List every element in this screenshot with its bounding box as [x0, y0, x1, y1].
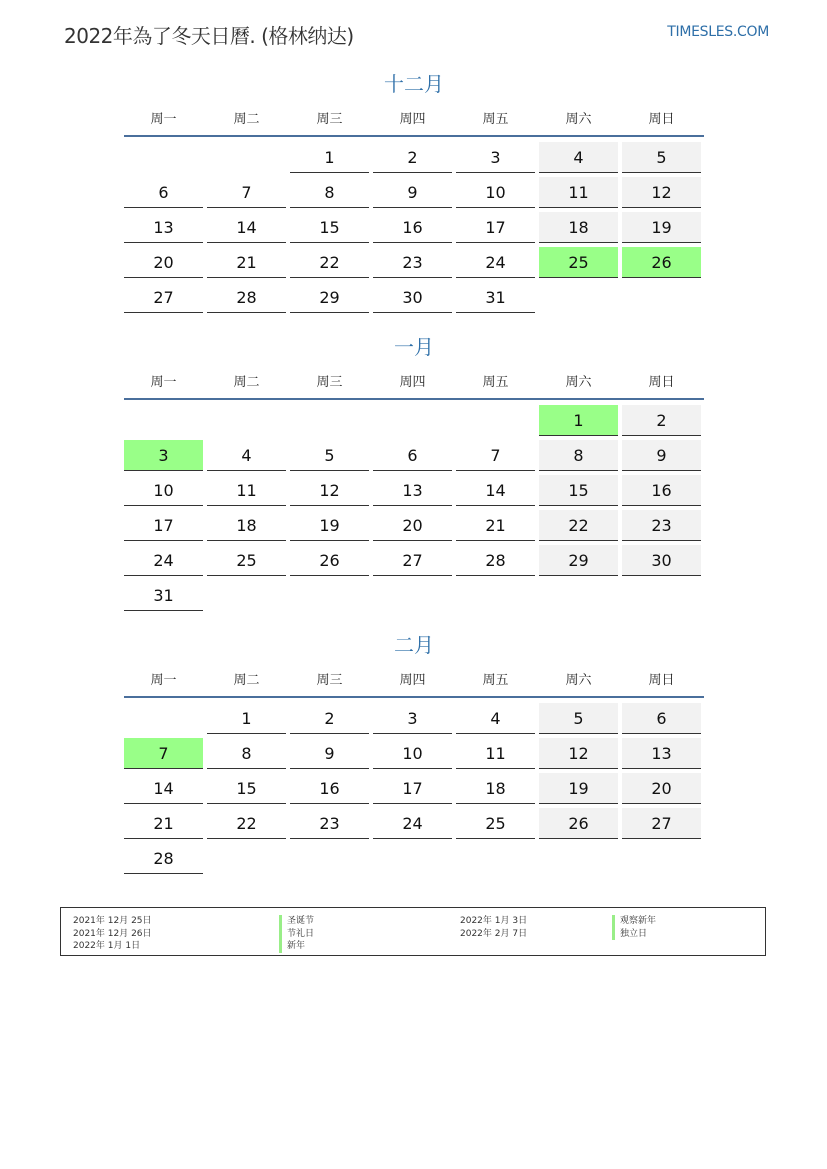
- legend-names-right: [612, 915, 656, 940]
- legend-holiday-name: 新年: [279, 940, 314, 953]
- day-cell: 9: [373, 177, 452, 208]
- legend-holiday-name: 观察新年: [612, 915, 656, 928]
- legend-dates-left: [73, 915, 152, 953]
- weekday-label: 周一: [150, 672, 177, 688]
- weekday-label: 周四: [399, 374, 426, 390]
- day-cell: 8: [290, 177, 369, 208]
- weekday-label: 周二: [233, 374, 260, 390]
- day-cell: 3: [373, 703, 452, 734]
- day-cell: 1: [290, 142, 369, 173]
- empty-cell: [124, 703, 203, 734]
- calendar-months: [124, 70, 704, 894]
- legend-date: 2022年 1月 1日: [73, 941, 141, 951]
- day-cell: 6: [124, 177, 203, 208]
- weekday-label: 周三: [316, 374, 343, 390]
- day-cell: 6: [373, 440, 452, 471]
- day-cell: 28: [456, 545, 535, 576]
- day-cell: 21: [124, 808, 203, 839]
- day-cell: 5: [539, 703, 618, 734]
- weekday-label: 周一: [150, 374, 177, 390]
- day-cell: 25: [207, 545, 286, 576]
- day-cell: 16: [290, 773, 369, 804]
- day-cell: 7: [124, 738, 203, 769]
- weekday-label: 周二: [233, 672, 260, 688]
- weekday-label: 周日: [648, 111, 675, 127]
- day-cell: 2: [290, 703, 369, 734]
- day-cell: 10: [124, 475, 203, 506]
- day-cell: 30: [622, 545, 701, 576]
- empty-cell: [290, 405, 369, 436]
- day-cell: 15: [539, 475, 618, 506]
- day-cell: 21: [456, 510, 535, 541]
- day-cell: 4: [539, 142, 618, 173]
- header-divider: [124, 135, 704, 137]
- day-cell: 13: [124, 212, 203, 243]
- day-cell: 24: [456, 247, 535, 278]
- weekday-label: 周四: [399, 672, 426, 688]
- month-block: [124, 631, 704, 874]
- month-title: 十二月: [384, 72, 444, 96]
- day-cell: 3: [456, 142, 535, 173]
- day-cell: 1: [207, 703, 286, 734]
- header-divider: [124, 398, 704, 400]
- empty-cell: [124, 142, 203, 173]
- weekday-label: 周五: [482, 374, 509, 390]
- day-cell: 12: [539, 738, 618, 769]
- weekday-header: [124, 104, 704, 130]
- day-grid: [124, 703, 704, 874]
- weekday-label: 周日: [648, 374, 675, 390]
- empty-cell: [373, 405, 452, 436]
- day-cell: 30: [373, 282, 452, 313]
- day-cell: 4: [456, 703, 535, 734]
- empty-cell: [207, 405, 286, 436]
- month-block: [124, 70, 704, 313]
- day-cell: 18: [456, 773, 535, 804]
- day-cell: 15: [207, 773, 286, 804]
- day-cell: 14: [456, 475, 535, 506]
- day-cell: 11: [207, 475, 286, 506]
- day-cell: 7: [207, 177, 286, 208]
- weekday-label: 周三: [316, 672, 343, 688]
- legend-holiday-name: 独立日: [612, 928, 656, 941]
- day-cell: 29: [539, 545, 618, 576]
- day-cell: 21: [207, 247, 286, 278]
- day-cell: 13: [622, 738, 701, 769]
- day-cell: 18: [207, 510, 286, 541]
- day-cell: 14: [124, 773, 203, 804]
- day-cell: 6: [622, 703, 701, 734]
- legend-dates-right: [460, 915, 527, 940]
- day-cell: 29: [290, 282, 369, 313]
- weekday-label: 周五: [482, 111, 509, 127]
- weekday-header: [124, 367, 704, 393]
- day-cell: 28: [207, 282, 286, 313]
- day-cell: 19: [290, 510, 369, 541]
- day-cell: 23: [373, 247, 452, 278]
- day-cell: 2: [373, 142, 452, 173]
- day-cell: 8: [207, 738, 286, 769]
- day-cell: 18: [539, 212, 618, 243]
- month-title: 一月: [394, 335, 434, 359]
- legend-date: 2022年 2月 7日: [460, 928, 528, 939]
- weekday-label: 周六: [565, 111, 592, 127]
- day-grid: [124, 405, 704, 611]
- day-cell: 20: [373, 510, 452, 541]
- day-cell: 3: [124, 440, 203, 471]
- page-title: 2022年為了冬天日曆. (格林纳达): [64, 24, 354, 48]
- day-cell: 31: [124, 580, 203, 611]
- weekday-label: 周六: [565, 374, 592, 390]
- day-cell: 22: [539, 510, 618, 541]
- header-divider: [124, 696, 704, 698]
- month-block: [124, 333, 704, 611]
- day-cell: 27: [373, 545, 452, 576]
- day-cell: 26: [290, 545, 369, 576]
- empty-cell: [124, 405, 203, 436]
- day-cell: 5: [622, 142, 701, 173]
- day-cell: 11: [539, 177, 618, 208]
- empty-cell: [456, 405, 535, 436]
- day-cell: 2: [622, 405, 701, 436]
- day-cell: 27: [124, 282, 203, 313]
- weekday-label: 周三: [316, 111, 343, 127]
- day-cell: 5: [290, 440, 369, 471]
- day-cell: 11: [456, 738, 535, 769]
- legend-date: 2021年 12月 25日: [73, 916, 152, 926]
- legend-date: 2022年 1月 3日: [460, 916, 528, 926]
- legend-date: 2021年 12月 26日: [73, 928, 152, 939]
- day-cell: 13: [373, 475, 452, 506]
- weekday-label: 周四: [399, 111, 426, 127]
- day-cell: 17: [456, 212, 535, 243]
- day-cell: 10: [456, 177, 535, 208]
- day-cell: 24: [124, 545, 203, 576]
- day-cell: 20: [622, 773, 701, 804]
- day-cell: 28: [124, 843, 203, 874]
- month-title: 二月: [394, 633, 434, 657]
- day-cell: 26: [622, 247, 701, 278]
- day-cell: 12: [622, 177, 701, 208]
- day-cell: 7: [456, 440, 535, 471]
- day-cell: 9: [622, 440, 701, 471]
- day-cell: 19: [622, 212, 701, 243]
- day-cell: 19: [539, 773, 618, 804]
- site-brand-link[interactable]: TIMESLES.COM: [667, 24, 769, 40]
- day-cell: 17: [373, 773, 452, 804]
- day-cell: 9: [290, 738, 369, 769]
- weekday-label: 周六: [565, 672, 592, 688]
- day-cell: 23: [290, 808, 369, 839]
- day-cell: 16: [373, 212, 452, 243]
- day-cell: 1: [539, 405, 618, 436]
- day-cell: 31: [456, 282, 535, 313]
- weekday-label: 周五: [482, 672, 509, 688]
- day-cell: 25: [539, 247, 618, 278]
- day-grid: [124, 142, 704, 313]
- day-cell: 24: [373, 808, 452, 839]
- day-cell: 4: [207, 440, 286, 471]
- day-cell: 25: [456, 808, 535, 839]
- day-cell: 27: [622, 808, 701, 839]
- day-cell: 10: [373, 738, 452, 769]
- day-cell: 12: [290, 475, 369, 506]
- legend-names-left: [279, 915, 314, 953]
- day-cell: 16: [622, 475, 701, 506]
- weekday-label: 周日: [648, 672, 675, 688]
- holiday-legend: [60, 907, 766, 956]
- day-cell: 22: [207, 808, 286, 839]
- day-cell: 8: [539, 440, 618, 471]
- day-cell: 22: [290, 247, 369, 278]
- weekday-label: 周二: [233, 111, 260, 127]
- weekday-header: [124, 665, 704, 691]
- day-cell: 17: [124, 510, 203, 541]
- day-cell: 23: [622, 510, 701, 541]
- weekday-label: 周一: [150, 111, 177, 127]
- legend-holiday-name: 节礼日: [279, 928, 314, 941]
- day-cell: 20: [124, 247, 203, 278]
- day-cell: 26: [539, 808, 618, 839]
- legend-holiday-name: 圣诞节: [279, 915, 314, 928]
- day-cell: 15: [290, 212, 369, 243]
- day-cell: 14: [207, 212, 286, 243]
- empty-cell: [207, 142, 286, 173]
